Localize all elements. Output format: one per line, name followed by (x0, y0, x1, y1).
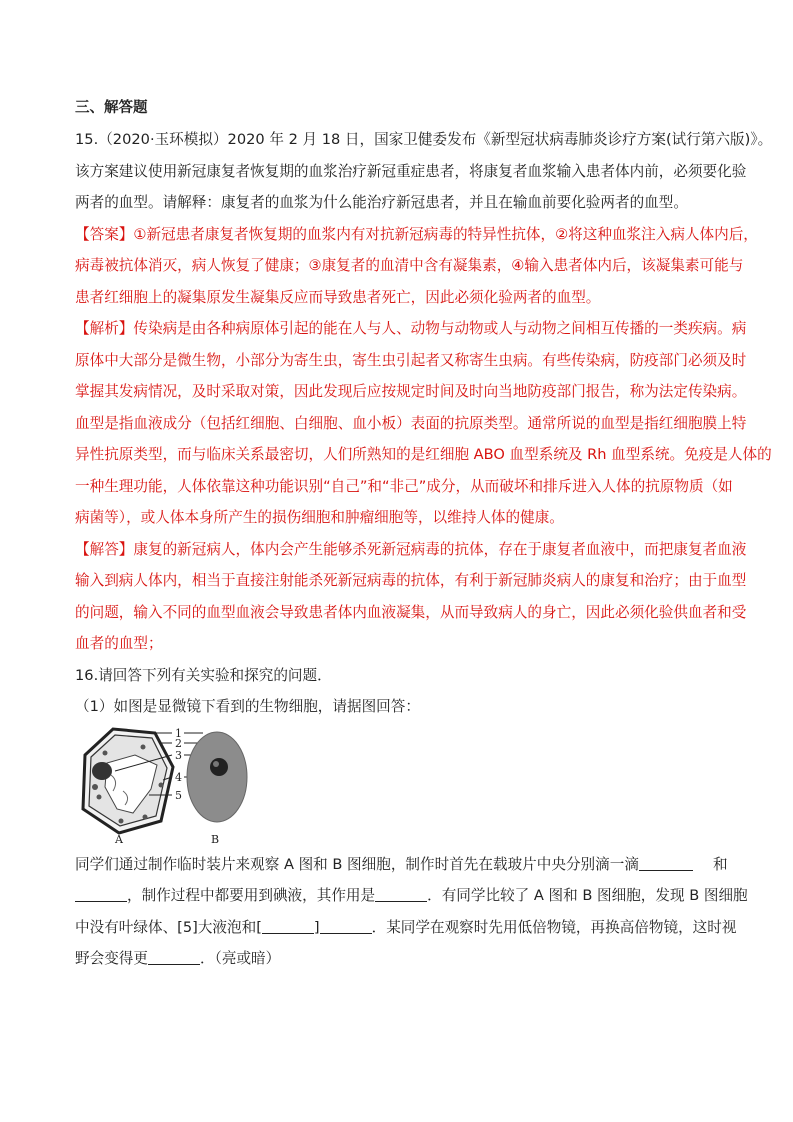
q15-line-2: 该方案建议使用新冠康复者恢复期的血浆治疗新冠重症患者，将康复者血浆输入患者体内前，必须要化验 (75, 162, 747, 180)
q16-l3-a: 中没有叶绿体、[5]大液泡和[ (75, 918, 262, 936)
analysis-line-2: 原体中大部分是微生物，小部分为寄生虫，寄生虫引起者又称寄生虫病。有些传染病，防疫部门必须及时 (75, 351, 747, 369)
analysis-tag: 【解析】 (75, 320, 134, 337)
document-page (75, 92, 773, 975)
q16-text-line-4 (75, 943, 725, 975)
q15-line-1: 15.（2020·玉环模拟）2020 年 2 月 18 日，国家卫健委发布《新型冠状病毒肺炎诊疗方案(试行第六版)》。 (75, 131, 773, 148)
blank-2[interactable] (75, 885, 127, 902)
analysis-line-4: 血型是指血液成分（包括红细胞、白细胞、血小板）表面的抗原类型。通常所说的血型是指红细胞膜上特 (75, 414, 747, 432)
solution-line-4: 血者的血型； (75, 635, 163, 652)
solution-tag: 【解答】 (75, 540, 134, 558)
analysis-line-6: 一种生理功能，人体依靠这种功能识别“自己”和“非己”成分，从而破坏和排斥进入人体的抗原物质（如 (75, 477, 733, 495)
analysis-line-3: 掌握其发病情况，及时采取对策，因此发现后应按规定时间及时向当地防疫部门报告，称为法定传染病。 (75, 383, 747, 400)
q16-intro: 16.请回答下列有关实验和探究的问题． (75, 666, 332, 684)
analysis-line-7: 病菌等），或人体本身所产生的损伤细胞和肿瘤细胞等，以维持人体的健康。 (75, 509, 564, 526)
blank-5[interactable] (320, 917, 372, 934)
blank-4[interactable] (262, 917, 314, 934)
answer-line-1 (75, 219, 758, 251)
analysis-line-1 (75, 313, 747, 345)
analysis-text-1: 传染病是由各种病原体引起的能在人与人、动物与动物或人与动物之间相互传播的一类疾病。病 (133, 320, 747, 337)
fig-number-1: 1 (175, 726, 182, 740)
plant-cell-a (83, 729, 173, 833)
solution-text-1: 康复的新冠病人，体内会产生能够杀死新冠病毒的抗体，存在于康复者血液中，而把康复者血液 (133, 540, 747, 558)
q16-l2-b: ．有同学比较了 A 图和 B 图细胞，发现 B 图细胞 (427, 887, 748, 904)
solution-line-1 (75, 534, 747, 566)
cell-figure (75, 725, 725, 845)
q15-line-3: 两者的血型。请解释：康复者的血浆为什么能治疗新冠患者，并且在输血前要化验两者的血型。 (75, 194, 688, 211)
q16-l3-c: ．某同学在观察时先用低倍物镜，再换高倍物镜，这时视 (371, 918, 737, 936)
q16-text-line-1 (75, 849, 728, 881)
fig-number-5: 5 (175, 788, 182, 802)
fig-number-3: 3 (175, 748, 182, 762)
blank-3[interactable] (375, 885, 427, 902)
q16-l4-a: 野会变得更 (75, 950, 148, 967)
fig-label-a: A (115, 832, 123, 845)
question-15 (75, 124, 773, 660)
q16-l1-b: 和 (712, 855, 728, 873)
answer-line-3: 患者红细胞上的凝集原发生凝集反应而导致患者死亡，因此必须化验两者的血型。 (75, 288, 601, 306)
q16-l3-b: ] (313, 918, 320, 936)
cell-diagram (75, 725, 335, 845)
blank-1[interactable] (639, 854, 693, 871)
fig-number-2: 2 (175, 736, 182, 750)
q16-text-line-3 (75, 912, 737, 944)
q16-l4-b: ．（亮或暗） (199, 950, 281, 967)
fig-number-4: 4 (175, 770, 182, 784)
question-16 (75, 660, 748, 975)
q16-sub1: （1）如图是显微镜下看到的生物细胞，请据图回答： (75, 698, 420, 715)
fig-label-b: B (211, 832, 220, 845)
blank-6[interactable] (148, 948, 200, 965)
animal-cell-b (187, 732, 247, 822)
q16-l2-a: ，制作过程中都要用到碘液，其作用是 (127, 887, 376, 904)
analysis-line-5: 异性抗原类型，而与临床关系最密切，人们所熟知的是红细胞 ABO 血型系统及 Rh 血型系统。免疫是人体的 (75, 446, 772, 463)
solution-line-3: 的问题，输入不同的血型血液会导致患者体内血液凝集，从而导致病人的身亡，因此必须化验供血者和受 (75, 603, 747, 621)
solution-line-2: 输入到病人体内，相当于直接注射能杀死新冠病毒的抗体，有利于新冠肺炎病人的康复和治疗；由于血型 (75, 572, 747, 589)
answer-tag: 【答案】 (75, 225, 134, 243)
q16-text-line-2 (75, 880, 748, 912)
answer-text-1: ①新冠患者康复者恢复期的血浆内有对抗新冠病毒的特异性抗体，②将这种血浆注入病人体内后， (133, 225, 758, 243)
section-title: 三、解答题 (75, 100, 148, 116)
answer-line-2: 病毒被抗体消灭，病人恢复了健康；③康复者的血清中含有凝集素，④输入患者体内后，该凝集素可能与 (75, 257, 744, 274)
q16-l1-a: 同学们通过制作临时装片来观察 A 图和 B 图细胞，制作时首先在载玻片中央分别滴一滴 (75, 855, 639, 873)
